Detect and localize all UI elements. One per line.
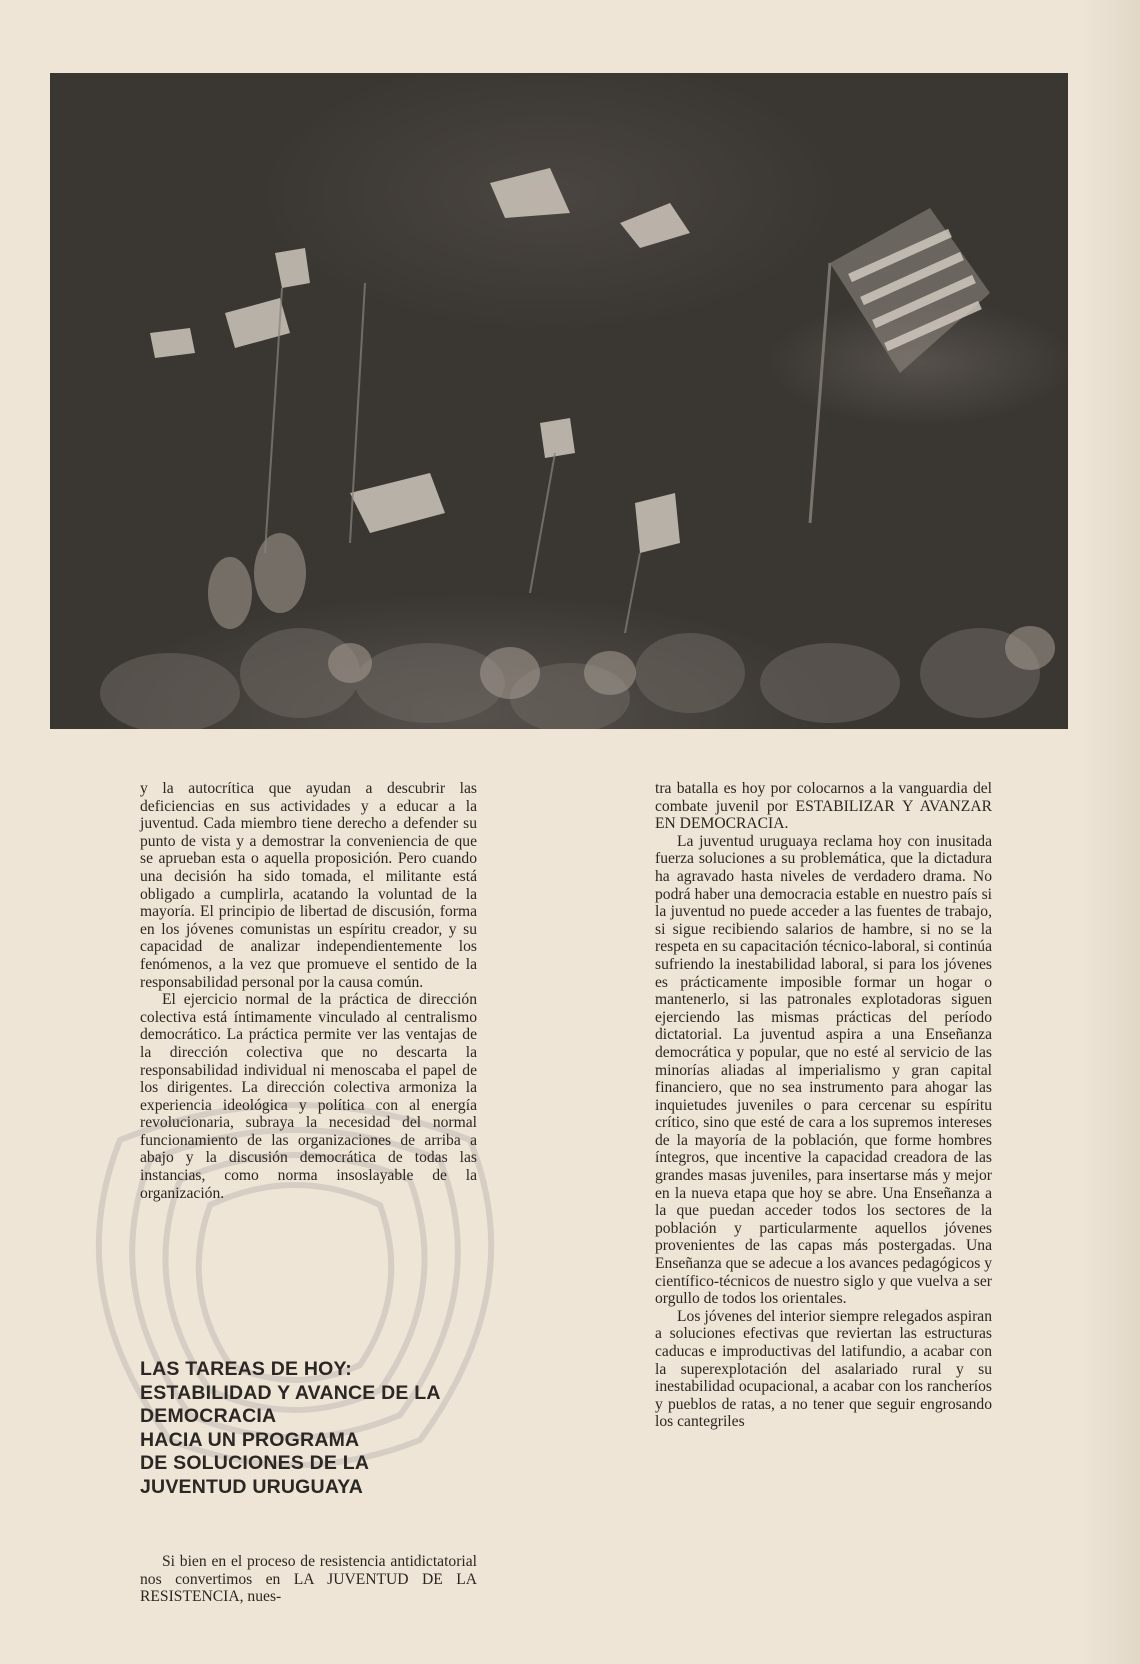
right-column: [655, 780, 992, 1431]
heading-line-6: JUVENTUD URUGUAYA: [140, 1475, 364, 1498]
left-bottom-text: [140, 1553, 477, 1606]
heading-line-3: DEMOCRACIA: [140, 1405, 277, 1427]
crowd-with-flags-photo-icon: [50, 73, 1068, 729]
left-bottom-paragraph: Si bien en el proceso de resistencia antidictatorial nos convertimos en LA JUVENTUD DE LA RESISTENCIA, nues-: [140, 1553, 477, 1606]
heading-line-1: LAS TAREAS DE HOY:: [140, 1358, 352, 1380]
left-column: [140, 780, 477, 1202]
section-heading: [140, 1358, 500, 1499]
page-edge-shadow: [1080, 0, 1140, 1664]
crowd-with-flags-photo: [50, 73, 1068, 729]
heading-line-2: ESTABILIDAD Y AVANCE DE LA: [140, 1381, 441, 1404]
right-paragraph-2: La juventud uruguaya reclama hoy con inusitada fuerza soluciones a su problemática, que la dictadura ha agravado hasta niveles de verdadero drama. No podrá haber una democracia estable en nuestro país si la juventud no puede acceder a las fuentes de trabajo, si sigue recibiendo salarios de hambre, si no se la respeta en su capacitación técnico-laboral, si continúa sufriendo la inestabilidad laboral, si para los jóvenes es prácticamente imposible formar un hogar o mantenerlo, si las patronales explotadoras siguen ejerciendo las mismas prácticas del período dictatorial. La juventud aspira a una Enseñanza democrática y popular, que no esté al servicio de las minorías aliadas al imperialismo y gran capital financiero, que no sea instrumento para ahogar las inquietudes juveniles o para cercenar su espíritu crítico, sino que esté de cara a los supremos intereses de la mayoría de la población, que forme hombres íntegros, que incentive la capacidad creadora de las grandes masas juveniles, para insertarse más y mejor en la nueva etapa que hoy se abre. Una Enseñanza a la que puedan acceder todos los sectores de la población y particularmente aquellos jóvenes provenientes de las capas más postergadas. Una Enseñanza que se adecue a los avances pedagógicos y científico-técnicos de nuestro siglo y que vuelva a ser orgullo de todos los orientales.: [655, 832, 992, 1308]
heading-line-4: HACIA UN PROGRAMA: [140, 1428, 360, 1451]
right-paragraph-1: tra batalla es hoy por colocarnos a la vanguardia del combate juvenil por ESTABILIZAR Y AVANZAR EN DEMOCRACIA.: [655, 780, 992, 833]
left-paragraph-1: y la autocrítica que ayudan a descubrir las deficiencias en sus actividades y a educar a la juventud. Cada miembro tiene derecho a defender su punto de vista y a demostrar la conveniencia de que se aprueban esta o aquella proposición. Pero cuando una decisión ha sido tomada, el militante está obligado a cumplirla, acatando la voluntad de la mayoría. El principio de libertad de discusión, forma en los jóvenes comunistas un espíritu creador, y su capacidad de analizar independientemente los fenómenos, a la vez que promueve el sentido de la responsabilidad personal por la causa común.: [140, 780, 477, 991]
left-paragraph-2: El ejercicio normal de la práctica de dirección colectiva está íntimamente vinculado al centralismo democrático. La práctica permite ver las ventajas de la dirección colectiva que no descarta la responsabilidad individual ni menoscaba el papel de los dirigentes. La dirección colectiva armoniza la experiencia ideológica y política con al energía revolucionaria, subraya la necesidad del normal funcionamiento de las organizaciones de arriba a abajo y la discusión democrática de todas las instancias, como norma insoslayable de la organización.: [140, 991, 477, 1202]
heading-line-5: DE SOLUCIONES DE LA: [140, 1452, 370, 1474]
right-paragraph-3: Los jóvenes del interior siempre relegados aspiran a soluciones efectivas que reviertan las estructuras caducas e improductivas del latifundio, a acabar con la superexplotación del asalariado rural y su inestabilidad ocupacional, a acabar con los rancheríos y pueblos de ratas, a no tener que seguir engrosando los cantegriles: [655, 1307, 992, 1431]
